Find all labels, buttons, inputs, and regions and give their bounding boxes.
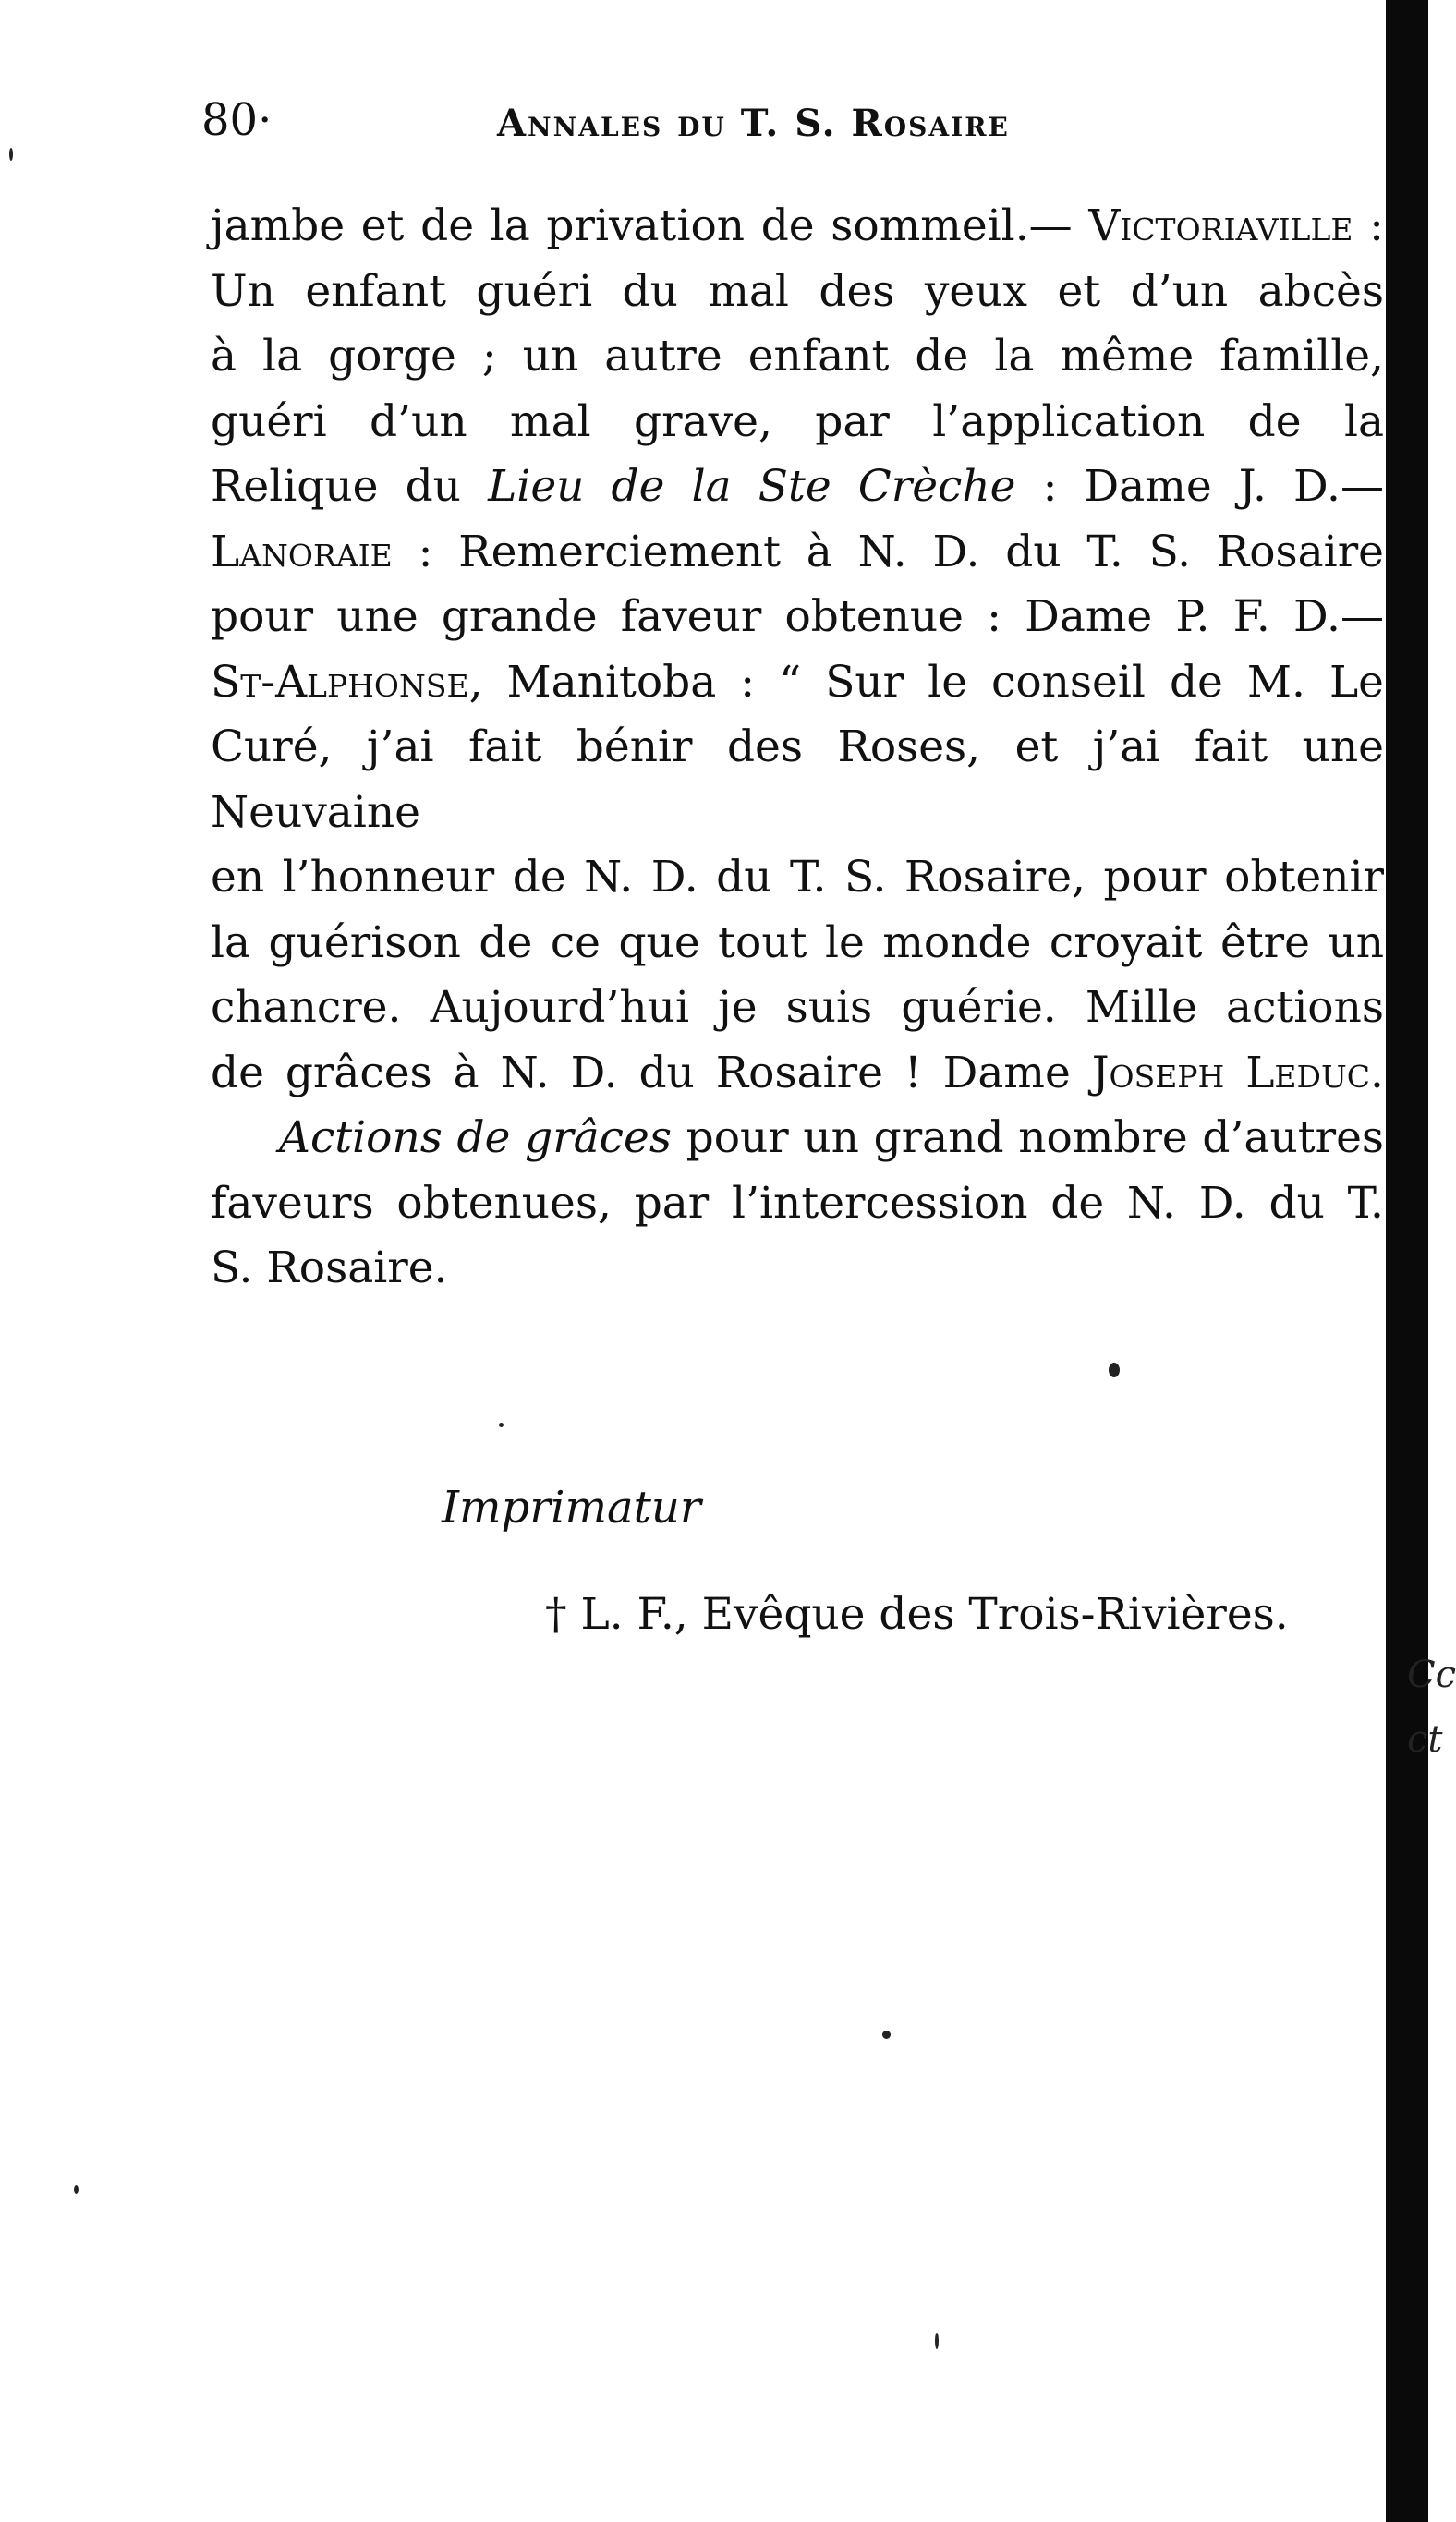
text-line: Curé, j’ai fait bénir des Roses, et j’ai fait une Neuvaine (211, 721, 1384, 838)
imprimatur: Imprimatur (442, 1482, 701, 1534)
ink-speck (882, 2031, 891, 2039)
text-line (211, 1106, 1384, 1171)
italic-phrase: Lieu de la Ste Crèche (488, 461, 1016, 512)
ink-speck (935, 2333, 939, 2349)
text-span: , Manitoba : “ Sur le conseil de M. Le (468, 656, 1384, 708)
text-span: : Dame J. D.— (1015, 461, 1384, 512)
text-line: Un enfant guéri du mal des yeux et d’un abcès (211, 265, 1384, 317)
text-line: pour une grande faveur obtenue : Dame P. F. D.— (211, 591, 1384, 642)
running-title: Annales du T. S. Rosaire (497, 102, 1010, 145)
place-name: St-Alphonse (211, 656, 469, 708)
ink-speck (499, 1423, 504, 1427)
text-line (211, 650, 1384, 716)
text-line (211, 520, 1384, 586)
text-span: Relique du (211, 461, 489, 512)
ink-speck (74, 2185, 79, 2194)
body-text (211, 194, 1384, 1302)
ink-speck (1109, 1363, 1120, 1377)
binding-shadow (1386, 0, 1428, 2522)
signature-line: † L. F., Evêque des Trois-Rivières. (545, 1589, 1289, 1640)
edge-fragment: ct (1407, 1718, 1443, 1761)
text-line (211, 455, 1384, 520)
text-span: pour un grand nombre d’autres (671, 1112, 1385, 1163)
text-line: S. Rosaire. (211, 1243, 448, 1293)
text-line: guéri d’un mal grave, par l’application de la (211, 395, 1384, 447)
text-span: : (1353, 200, 1384, 251)
place-name: Victoriaville (1088, 200, 1353, 251)
person-name: Joseph Leduc (1091, 1047, 1371, 1098)
text-line: faveurs obtenues, par l’intercession de N. D. du T. (211, 1177, 1384, 1229)
text-line: à la gorge ; un autre enfant de la même famille, (211, 331, 1384, 382)
page-number: 80· (201, 94, 273, 146)
text-span: : Remerciement à N. D. du T. S. Rosaire (392, 526, 1384, 577)
italic-phrase: Actions de grâces (279, 1112, 672, 1163)
text-span: de grâces à N. D. du Rosaire ! Dame (211, 1047, 1092, 1098)
text-line: en l’honneur de N. D. du T. S. Rosaire, pour obtenir (211, 852, 1384, 903)
place-name: Lanoraie (211, 526, 393, 577)
text-line (211, 1041, 1384, 1107)
ink-speck (9, 148, 13, 161)
text-line: la guérison de ce que tout le monde croyait être un (211, 916, 1384, 968)
text-span: jambe et de la privation de sommeil.— (211, 200, 1089, 251)
text-line (211, 194, 1384, 260)
text-span: . (1370, 1047, 1384, 1098)
edge-fragment: Cc (1407, 1654, 1456, 1696)
text-line: chancre. Aujourd’hui je suis guérie. Mille actions (211, 982, 1384, 1033)
